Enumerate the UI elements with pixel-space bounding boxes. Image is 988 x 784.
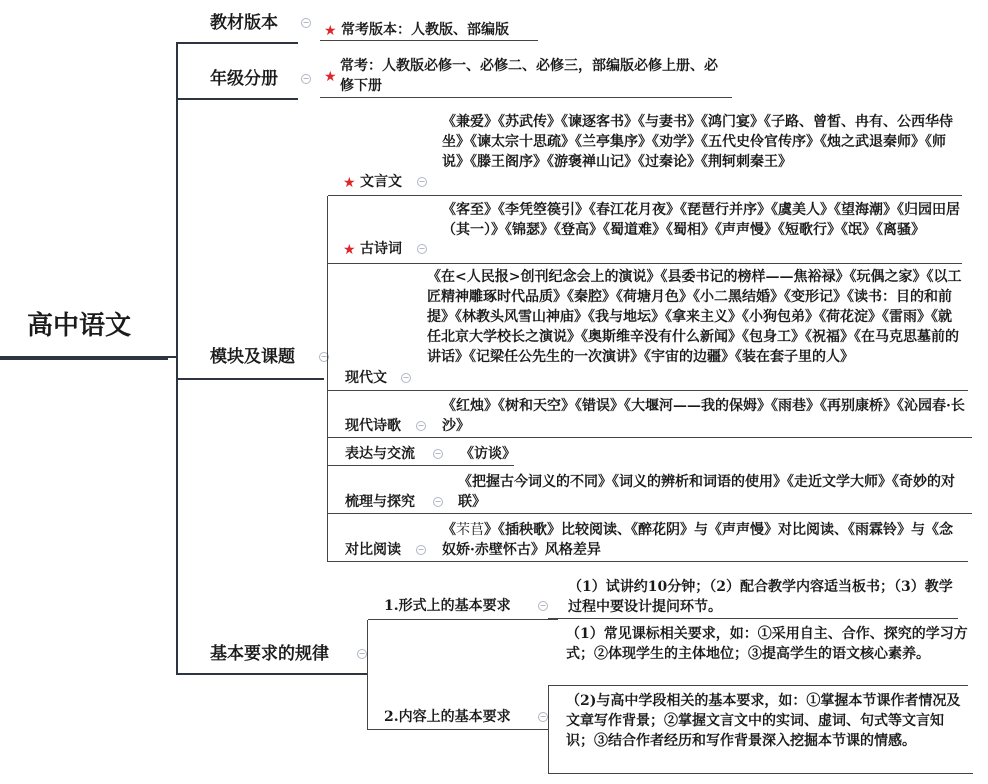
collapse-toggle-icon[interactable]: −: [402, 373, 410, 382]
rules-form-detail: （1）试讲约10分钟；（2）配合教学内容适当板书；（3）教学过程中要设计提问环节。: [568, 579, 953, 615]
root-topic[interactable]: [27, 310, 131, 342]
rules-content-detail-2-underline: [548, 773, 973, 774]
gushi-underline: [328, 263, 962, 264]
branch-grade-label: 年级分册: [210, 69, 278, 89]
duibi-underline: [328, 561, 968, 562]
collapse-toggle-icon[interactable]: −: [539, 712, 547, 721]
branch-rules[interactable]: [210, 643, 329, 665]
wenyan-detail: 《兼爱》《苏武传》《谏逐客书》《与妻书》《鸿门宴》《子路、曾皙、冉有、公西华侍坐》《谏太宗十思疏》《兰亭集序》《劝学》《五代史伶官传序》《烛之武退秦师》《师说》《滕王阁序》《游褒禅山记》《过秦论》《荆轲刺秦王》: [442, 114, 953, 170]
root-label: 高中语文: [27, 311, 132, 341]
duibi-detail-rest: 》《插秧歌》比较阅读、《醉花阴》与《声声慢》对比阅读、《雨霖铃》与《念奴娇·赤壁怀古》风格差异: [442, 522, 953, 558]
rules-content-detail-2: （2)与高中学段相关的基本要求，如：①掌握本节课作者情况及文章写作背景；②掌握文言文中的实词、虚词、句式等文言知识；③结合作者经历和写作背景深入挖掘本节课的情感。: [566, 693, 961, 749]
collapse-toggle-icon[interactable]: −: [320, 352, 328, 361]
rules-content-underline: [368, 729, 548, 730]
star-icon: ★: [343, 175, 356, 191]
module-shuli[interactable]: 梳理与探究: [345, 494, 415, 510]
rules-content-detail-1-underline: [548, 685, 968, 686]
textbook-detail: 常考版本：人教版、部编版: [341, 22, 509, 38]
module-gushi[interactable]: 古诗词: [360, 241, 402, 257]
module-biaoda[interactable]: 表达与交流: [345, 446, 415, 462]
rules-content-detail-1: （1）常见课标相关要求，如：①采用自主、合作、探究的学习方式；②体现学生的主体地位；③提高学生的语文核心素养。: [566, 626, 968, 662]
branch-modules-underline: [176, 378, 324, 380]
duibi-detail-light: 芣苢: [456, 522, 484, 538]
collapse-toggle-icon[interactable]: −: [417, 545, 425, 554]
collapse-toggle-icon[interactable]: −: [434, 497, 442, 506]
wenyan-underline: [328, 195, 962, 196]
trunk-line: [176, 44, 178, 674]
module-wenyan[interactable]: 文言文: [360, 174, 402, 190]
duibi-detail: [442, 520, 962, 560]
modules-vertical-line: [327, 196, 328, 562]
collapse-toggle-icon[interactable]: −: [539, 601, 547, 610]
branch-grade-underline: [176, 98, 298, 100]
biaoda-detail: 《访谈》: [460, 446, 516, 462]
root-connector: [166, 356, 178, 358]
rules-form-detail-underline: [548, 618, 958, 619]
xiandai-underline: [328, 390, 968, 391]
rules-form-underline: [368, 619, 558, 620]
duibi-detail-prefix: 《: [442, 522, 456, 538]
textbook-detail-underline: [320, 40, 538, 41]
shige-detail: 《红烛》《树和天空》《错误》《大堰河——我的保姆》《雨巷》《再别康桥》《沁园春·长沙》: [442, 398, 965, 434]
branch-textbook-underline: [176, 42, 298, 44]
branch-rules-underline: [176, 673, 368, 675]
shuli-underline: [328, 513, 972, 514]
shige-underline: [328, 437, 972, 438]
branch-rules-label: 基本要求的规律: [210, 644, 329, 664]
collapse-toggle-icon[interactable]: −: [418, 244, 426, 253]
collapse-toggle-icon[interactable]: −: [358, 649, 366, 658]
xiandai-detail: 《在<人民报>创刊纪念会上的演说》《县委书记的榜样——焦裕禄》《玩偶之家》《以工匠精神雕琢时代品质》《秦腔》《荷塘月色》《小二黑结婚》《变形记》《读书：目的和前提》《林教头风雪山神庙》《我与地坛》《拿来主义》《小狗包弟》《荷花淀》《雷雨》《就任北京大学校长之演说》《奥斯维辛没有什么新闻》《包身工》《祝福》《在马克思墓前的讲话》《记梁任公先生的一次演讲》《宇宙的边疆》《装在套子里的人》: [427, 269, 962, 365]
star-icon: ★: [343, 242, 356, 258]
branch-textbook-label: 教材版本: [210, 13, 278, 33]
collapse-toggle-icon[interactable]: −: [302, 18, 310, 27]
branch-grade[interactable]: [210, 68, 278, 90]
star-icon: ★: [324, 69, 337, 85]
module-shige[interactable]: 现代诗歌: [345, 418, 401, 434]
collapse-toggle-icon[interactable]: −: [302, 74, 310, 83]
branch-modules[interactable]: [210, 346, 295, 368]
grade-detail-underline: [320, 97, 732, 98]
shuli-detail: 《把握古今词义的不同》《词义的辨析和词语的使用》《走近文学大师》《奇妙的对联》: [458, 474, 955, 510]
branch-textbook[interactable]: [210, 12, 278, 34]
module-xiandai[interactable]: 现代文: [345, 370, 387, 386]
grade-detail: 常考：人教版必修一、必修二、必修三，部编版必修上册、必修下册: [340, 58, 718, 94]
rules-content[interactable]: 2.内容上的基本要求: [384, 709, 511, 725]
collapse-toggle-icon[interactable]: −: [417, 421, 425, 430]
rules-form[interactable]: 1.形式上的基本要求: [384, 598, 511, 614]
content-vertical-line: [548, 686, 549, 774]
collapse-toggle-icon[interactable]: −: [418, 177, 426, 186]
branch-modules-label: 模块及课题: [210, 347, 295, 367]
collapse-toggle-icon[interactable]: −: [434, 449, 442, 458]
star-icon: ★: [324, 23, 337, 39]
biaoda-underline: [328, 465, 514, 466]
gushi-detail: 《客至》《李凭箜篌引》《春江花月夜》《琵琶行并序》《虞美人》《望海潮》《归园田居（其一）》《锦瑟》《登高》《蜀道难》《蜀相》《声声慢》《短歌行》《氓》《离骚》: [442, 202, 960, 238]
rules-vertical-line: [367, 620, 368, 730]
module-duibi[interactable]: 对比阅读: [345, 542, 401, 558]
root-underline: [0, 356, 168, 360]
